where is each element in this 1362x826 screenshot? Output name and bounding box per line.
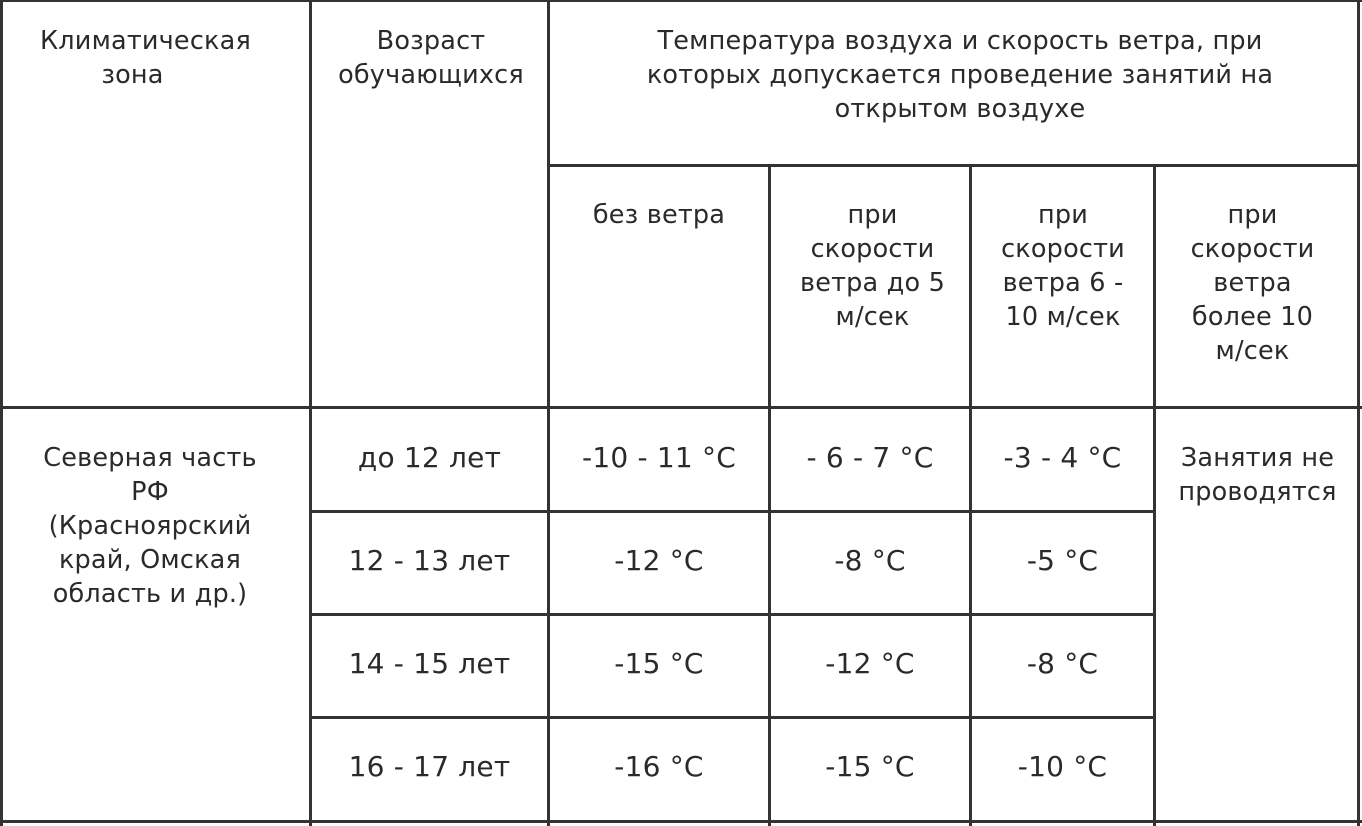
row-3-wind-6-10: -8 °С <box>1026 647 1099 680</box>
header-age: Возраст обучающихся <box>338 26 524 90</box>
row-divider-conditions <box>547 164 1360 167</box>
row-divider-header <box>0 406 1362 409</box>
col-divider-wind6-10 <box>1153 165 1156 826</box>
row-4-age: 16 - 17 лет <box>348 750 511 783</box>
header-no-wind: без ветра <box>592 200 726 230</box>
row-1-wind-5: - 6 - 7 °С <box>806 441 934 474</box>
row-1-age: до 12 лет <box>357 441 502 474</box>
col-divider-wind5 <box>969 165 972 826</box>
row-2-wind-6-10: -5 °С <box>1026 544 1099 577</box>
row-4-wind-5: -15 °С <box>825 750 915 783</box>
row-1-no-wind: -10 - 11 °С <box>582 441 736 474</box>
zone-value: Северная часть РФ (Красноярский край, Омская область и др.) <box>43 443 257 609</box>
row-1-wind-6-10: -3 - 4 °С <box>1003 441 1122 474</box>
row-3-wind-5: -12 °С <box>825 647 915 680</box>
no-classes-note: Занятия не проводятся <box>1178 443 1337 507</box>
row-divider-1 <box>309 510 1156 513</box>
table-border-top <box>0 0 1362 2</box>
row-divider-3 <box>309 716 1156 719</box>
col-divider-zone <box>309 0 312 826</box>
row-2-age: 12 - 13 лет <box>348 544 511 577</box>
header-wind-over-10: при скорости ветра более 10 м/сек <box>1190 200 1315 366</box>
header-wind-6-10: при скорости ветра 6 - 10 м/сек <box>1001 200 1125 332</box>
table-border-bottom <box>0 820 1362 823</box>
row-divider-2 <box>309 613 1156 616</box>
row-2-no-wind: -12 °С <box>614 544 704 577</box>
header-wind-5: при скорости ветра до 5 м/сек <box>799 200 946 332</box>
row-3-no-wind: -15 °С <box>614 647 704 680</box>
header-zone: Климатическая зона <box>40 26 252 90</box>
table-border-right <box>1357 0 1360 826</box>
col-divider-no-wind <box>768 165 771 826</box>
header-conditions: Температура воздуха и скорость ветра, при которых допускается проведение занятий на открытом воздухе <box>646 26 1274 124</box>
row-4-wind-6-10: -10 °С <box>1017 750 1108 783</box>
table-border-left <box>0 0 3 826</box>
row-3-age: 14 - 15 лет <box>348 647 511 680</box>
row-2-wind-5: -8 °С <box>834 544 906 577</box>
row-4-no-wind: -16 °С <box>614 750 704 783</box>
col-divider-age <box>547 0 550 826</box>
